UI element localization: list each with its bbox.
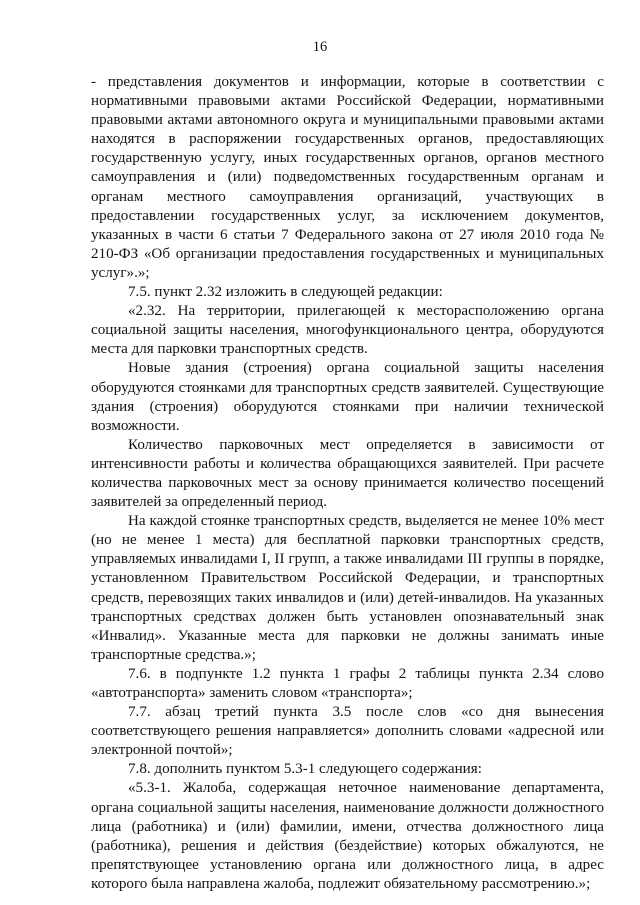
page-number: 16	[312, 39, 328, 55]
paragraph-new-buildings: Новые здания (строения) органа социальной защиты населения оборудуются стоянками для транспортных средств заявителей. Существующие здания (строения) оборудуются стоянками при наличии технической возможности.	[91, 360, 604, 434]
paragraph-clause-5-3-1: «5.3-1. Жалоба, содержащая неточное наименование департамента, органа социальной защиты населения, наименование должности должностного лица (работника) и (или) фамилии, имени, отчества должностного лица (работника), решения и действия (бездействие) которых обжалуются, не препятствующее установлению органа или должностного лица, в адрес которого была направлена жалоба, подлежит обязательному рассмотрению.»;	[91, 780, 604, 892]
paragraph-disabled-parking: На каждой стоянке транспортных средств, выделяется не менее 10% мест (но не менее 1 места) для бесплатной парковки транспортных средств, управляемых инвалидами I, II групп, а также инвалидами III группы в порядке, установленном Правительством Российской Федерации, и транспортных средств, перевозящих таких инвалидов и (или) детей-инвалидов. На указанных транспортных средствах должен быть установлен опознавательный знак «Инвалид». Указанные места для парковки не должны занимать иные транспортные средства.»;	[91, 513, 604, 663]
paragraph-amendment-7-8: 7.8. дополнить пунктом 5.3-1 следующего содержания:	[128, 761, 482, 778]
paragraph-amendment-7-6: 7.6. в подпункте 1.2 пункта 1 графы 2 таблицы пункта 2.34 слово «автотранспорта» заменить словом «транспорта»;	[91, 665, 604, 701]
paragraph-clause-2-32: «2.32. На территории, прилегающей к месторасположению органа социальной защиты населения, многофункционального центра, оборудуются места для парковки транспортных средств.	[91, 303, 604, 358]
paragraph-amendment-7-7: 7.7. абзац третий пункта 3.5 после слов «со дня вынесения соответствующего решения направляется» дополнить словами «адресной или электронной почтой»;	[91, 704, 604, 759]
document-body	[91, 73, 604, 894]
paragraph-parking-count: Количество парковочных мест определяется в зависимости от интенсивности работы и количества обращающихся заявителей. При расчете количества парковочных мест за основу принимается количество посещений заявителей за определенный период.	[91, 436, 604, 511]
paragraph-amendment-7-5: 7.5. пункт 2.32 изложить в следующей редакции:	[128, 284, 443, 301]
paragraph-list-item-documents: - представления документов и информации, которые в соответствии с нормативными правовыми актами Российской Федерации, нормативными правовыми актами автономного округа и муниципальными правовыми актами находятся в распоряжении государственных органов, предоставляющих государственную услугу, иных государственных органов, органов местного самоуправления и (или) подведомственных государственным органам и органам местного самоуправления организаций, участвующих в предоставлении государственных услуг, за исключением документов, указанных в части 6 статьи 7 Федерального закона от 27 июля 2010 года № 210-ФЗ «Об организации предоставления государственных и муниципальных услуг».»;	[91, 74, 604, 281]
